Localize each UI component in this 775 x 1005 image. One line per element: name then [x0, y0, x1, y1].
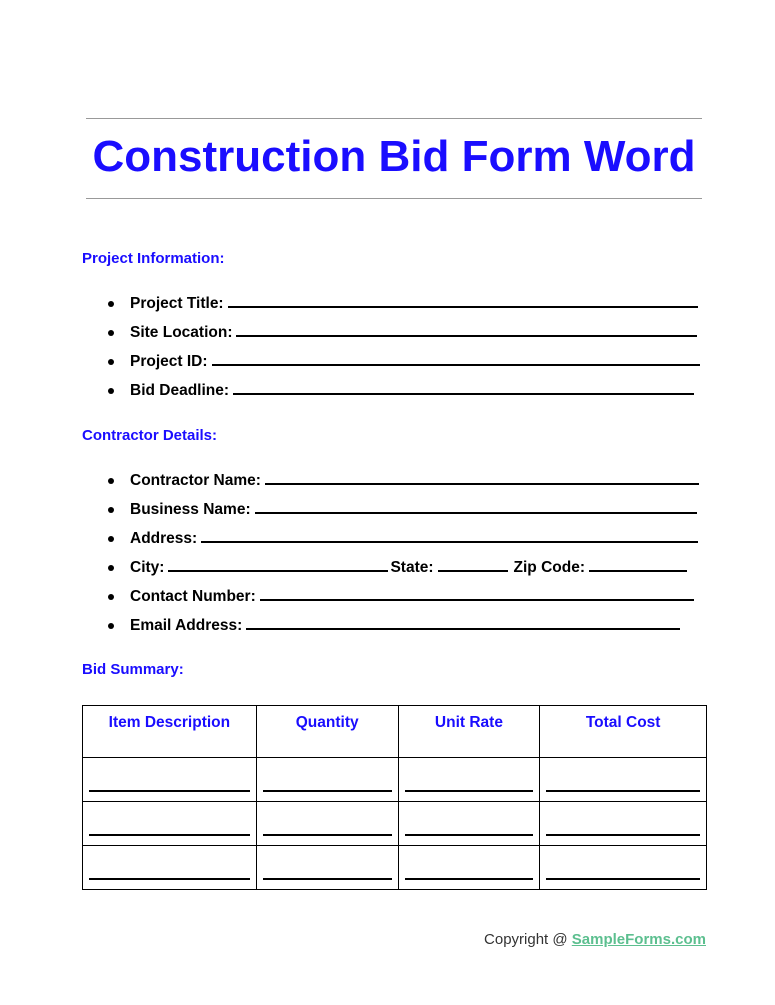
bullet-icon [108, 359, 114, 365]
copyright-footer [484, 931, 706, 948]
table-cell[interactable] [83, 758, 257, 802]
table-cell[interactable] [256, 802, 398, 846]
field-label: Project ID: [130, 353, 208, 370]
table-cell[interactable] [256, 846, 398, 890]
field-label: Contact Number: [130, 588, 256, 605]
table-cell[interactable] [83, 846, 257, 890]
table-cell[interactable] [256, 758, 398, 802]
field-label: Email Address: [130, 617, 243, 634]
column-header: Unit Rate [398, 706, 540, 758]
table-cell[interactable] [540, 846, 707, 890]
bullet-icon [108, 330, 114, 336]
field-label: Contractor Name: [130, 472, 261, 489]
column-header: Item Description [83, 706, 257, 758]
input-line[interactable] [260, 585, 694, 601]
field-bid-deadline[interactable] [0, 376, 700, 405]
contractor-details-list [0, 466, 699, 640]
table-cell[interactable] [540, 758, 707, 802]
field-project-title[interactable] [0, 289, 700, 318]
table-cell[interactable] [540, 802, 707, 846]
input-line[interactable] [246, 614, 680, 630]
bullet-icon [108, 507, 114, 513]
field-address[interactable] [0, 524, 699, 553]
input-line[interactable] [228, 292, 698, 308]
field-city-state-zip[interactable] [0, 553, 699, 582]
bullet-icon [108, 478, 114, 484]
bullet-icon [108, 594, 114, 600]
page-title: Construction Bid Form Word [92, 132, 696, 181]
state-label: State: [390, 559, 434, 576]
project-information-heading: Project Information: [82, 250, 225, 267]
city-label: City: [130, 559, 165, 576]
bid-summary-table [82, 705, 707, 890]
field-contact-number[interactable] [0, 582, 699, 611]
field-contractor-name[interactable] [0, 466, 699, 495]
top-divider [86, 118, 702, 119]
table-cell[interactable] [83, 802, 257, 846]
input-line[interactable] [212, 350, 700, 366]
bottom-divider [86, 198, 702, 199]
bullet-icon [108, 565, 114, 571]
column-header: Quantity [256, 706, 398, 758]
input-line[interactable] [233, 379, 694, 395]
table-row [83, 758, 707, 802]
contractor-details-heading: Contractor Details: [82, 427, 218, 444]
field-label: Project Title: [130, 295, 224, 312]
city-input-line[interactable] [168, 556, 388, 572]
field-project-id[interactable] [0, 347, 700, 376]
project-information-list [0, 289, 700, 405]
field-site-location[interactable] [0, 318, 700, 347]
table-header-row [83, 706, 707, 758]
zip-input-line[interactable] [589, 556, 687, 572]
table-row [83, 802, 707, 846]
field-label: Address: [130, 530, 198, 547]
zip-label: Zip Code: [513, 559, 585, 576]
input-line[interactable] [255, 498, 697, 514]
table-cell[interactable] [398, 802, 540, 846]
table-row [83, 846, 707, 890]
field-label: Business Name: [130, 501, 251, 518]
input-line[interactable] [265, 469, 699, 485]
bid-summary-heading: Bid Summary: [82, 661, 184, 678]
bullet-icon [108, 388, 114, 394]
copyright-text: Copyright @ [484, 931, 572, 948]
field-business-name[interactable] [0, 495, 699, 524]
table-cell[interactable] [398, 758, 540, 802]
state-input-line[interactable] [438, 556, 508, 572]
bullet-icon [108, 623, 114, 629]
table-cell[interactable] [398, 846, 540, 890]
sampleforms-link[interactable]: SampleForms.com [571, 931, 706, 948]
field-label: Site Location: [130, 324, 233, 341]
bullet-icon [108, 301, 114, 307]
input-line[interactable] [236, 321, 697, 337]
input-line[interactable] [201, 527, 698, 543]
field-label: Bid Deadline: [130, 382, 230, 399]
bullet-icon [108, 536, 114, 542]
column-header: Total Cost [540, 706, 707, 758]
field-email-address[interactable] [0, 611, 699, 640]
